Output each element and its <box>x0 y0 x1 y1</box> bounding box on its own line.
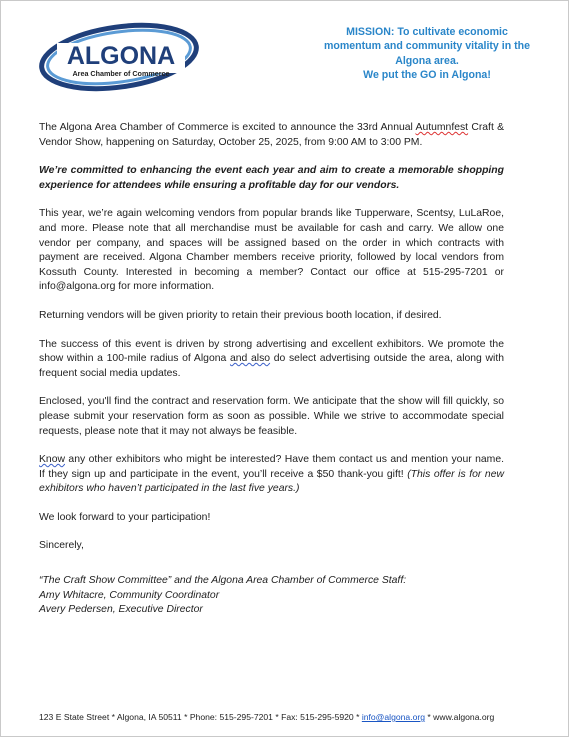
paragraph-closing-line: We look forward to your participation! <box>39 511 211 523</box>
logo-wordmark: ALGONA <box>66 42 176 70</box>
signature-block <box>39 574 504 618</box>
signature-line: “The Craft Show Committee” and the Algona Area Chamber of Commerce Staff: <box>39 575 407 587</box>
paragraph-returning: Returning vendors will be given priority to retain their previous booth location, if desired. <box>39 309 442 321</box>
paragraph-advertising: The success of this event is driven by strong advertising and excellent exhibitors. We promote the show within a 100-mile radius of Algona and also do select advertising outside the area, along with frequent social media updates. <box>39 338 504 379</box>
paragraph-referral: Know any other exhibitors who might be interested? Have them contact us and mention your name. If they sign up and participate in the event, you’ll receive a $50 thank-you gift! (This offer is for new exhibitors who haven’t participated in the last five years.) <box>39 454 504 495</box>
footer-contact: 123 E State Street * Algona, IA 50511 * Phone: 515-295-7201 * Fax: 515-295-5920 * info@algona.org * www.algona.org <box>39 712 495 722</box>
logo-subtitle: Area Chamber of Commerce <box>72 69 170 78</box>
mission-line: momentum and community vitality in the <box>323 40 530 53</box>
signature-line: Amy Whitacre, Community Coordinator <box>39 589 220 601</box>
paragraph-announcement: The Algona Area Chamber of Commerce is excited to announce the 33rd Annual Autumnfest Craft & Vendor Show, happening on Saturday, October 25, 2025, from 9:00 AM to 3:00 PM. <box>39 122 504 148</box>
mission-statement <box>313 25 541 82</box>
mission-line: MISSION: To cultivate economic <box>346 26 508 38</box>
grammar-flag: and also <box>229 353 271 365</box>
paragraph-vendors: This year, we’re again welcoming vendors from popular brands like Tupperware, Scentsy, LuLaRoe, and more. Please note that all merchandise must be available for cash and carry. We allow one vendor per company, and spaces will be assigned based on the order in which contracts with payment are received. Algona Chamber members receive priority, followed by local vendors from Kossuth County. Interested in becoming a member? Contact our office at 515-295-7201 or info@algona.org for more information. <box>39 208 504 293</box>
mission-line: Algona area. <box>395 54 459 67</box>
paragraph-enclosed: Enclosed, you'll find the contract and reservation form. We anticipate that the show will fill quickly, so please submit your reservation form as soon as possible. While we strive to accommodate special requests, please note that it may not always be feasible. <box>39 396 504 437</box>
letter-body <box>39 121 504 618</box>
closing-salutation: Sincerely, <box>39 540 84 552</box>
signature-line: Avery Pedersen, Executive Director <box>39 604 203 616</box>
algona-chamber-logo <box>39 21 201 93</box>
grammar-flag: Know <box>39 454 65 466</box>
email-link[interactable]: info@algona.org <box>361 712 426 722</box>
paragraph-commitment: We’re committed to enhancing the event each year and aim to create a memorable shopping experience for attendees while ensuring a profitable day for our vendors. <box>39 165 504 191</box>
mission-line: We put the GO in Algona! <box>363 68 491 81</box>
spellcheck-word: Autumnfest <box>415 122 469 133</box>
